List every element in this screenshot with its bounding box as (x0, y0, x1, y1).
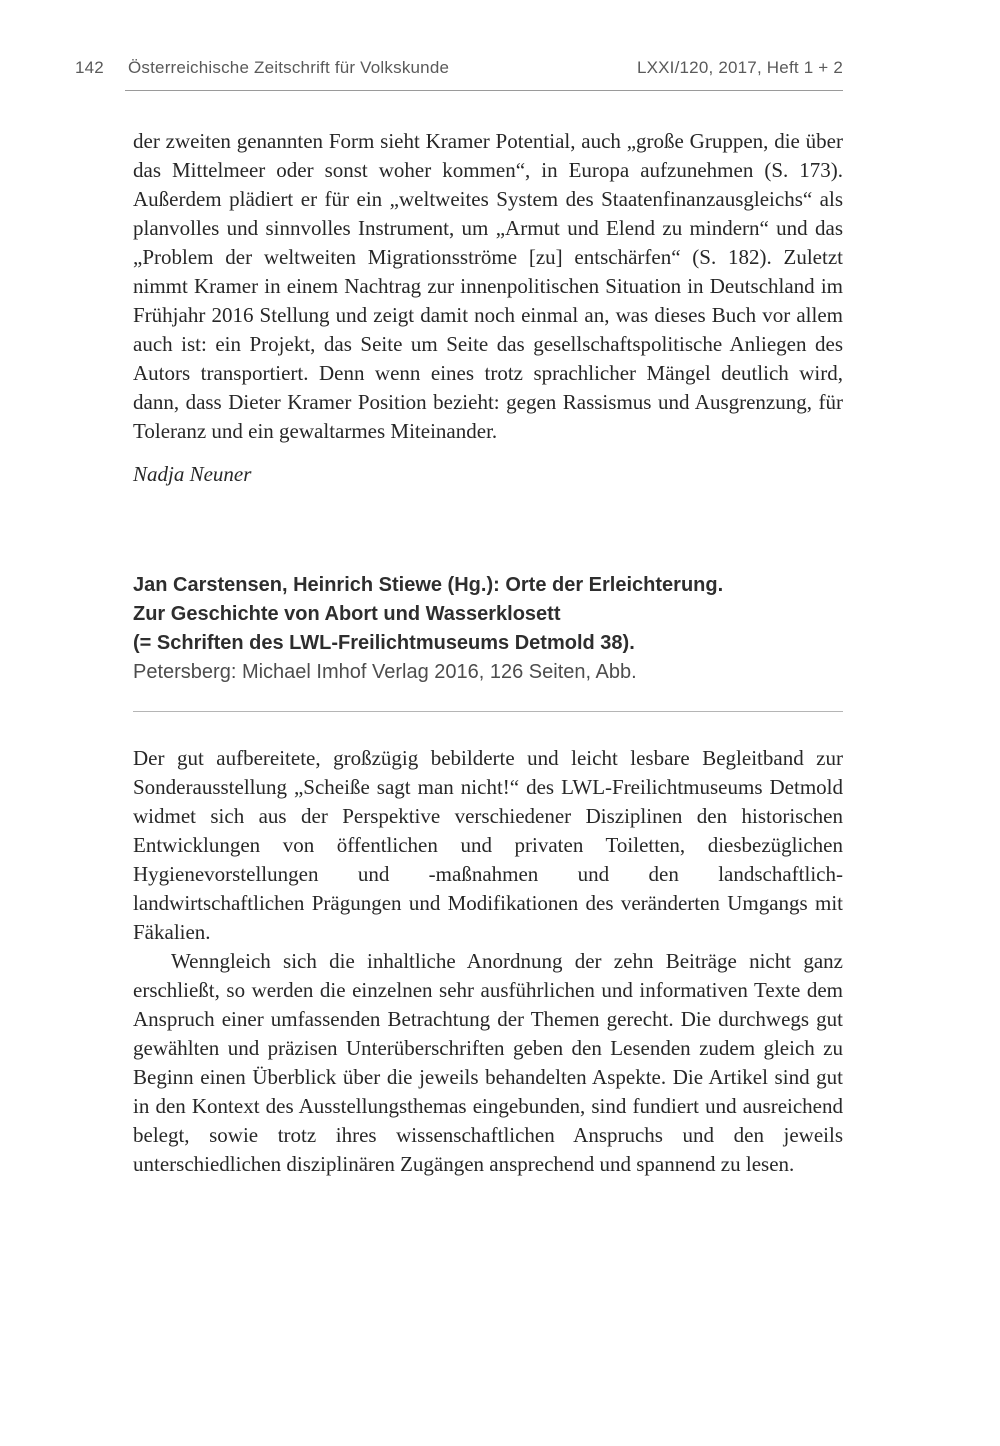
reviewer-signature: Nadja Neuner (133, 462, 252, 486)
review-paragraph-1: Der gut aufbereitete, großzügig bebilderte und leicht lesbare Begleitband zur Sonderausstellung „Scheiße sagt man nicht!“ des LWL-Freilichtmuseums Detmold widmet sich aus der Perspektive verschiedener Disziplinen den historischen Entwicklungen von öffentlichen und privaten Toiletten, diesbezüglichen Hygienevorstellungen und -maßnahmen und den landschaftlich-landwirtschaftlichen Prägungen und Modifikationen des veränderten Umgangs mit Fäkalien. (133, 746, 843, 944)
header-divider (125, 90, 843, 91)
page-number: 142 (75, 58, 104, 77)
book-title-line-1: Jan Carstensen, Heinrich Stiewe (Hg.): Orte der Erleichterung. (133, 574, 724, 596)
new-review (133, 571, 843, 1179)
previous-review-end (133, 127, 843, 489)
running-header (0, 0, 1000, 78)
review-closing-paragraph: der zweiten genannten Form sieht Kramer Potential, auch „große Gruppen, die über das Mittelmeer oder sonst woher kommen“, in Europa aufzunehmen (S. 173). Außerdem plädiert er für ein „weltweites System des Staatenfinanzausgleichs“ als planvolles und sinnvolles Instrument, um „Armut und Elend zu mindern“ und das „Problem der weltweiten Migrationsströme [zu] entschärfen“ (S. 182). Zuletzt nimmt Kramer in einem Nachtrag zur innenpolitischen Situation in Deutschland im Frühjahr 2016 Stellung und zeigt damit noch einmal an, was dieses Buch vor allem auch ist: ein Projekt, das Seite um Seite das gesellschaftspolitische Anliegen des Autors transportiert. Denn wenn eines trotz sprachlicher Mängel deutlich wird, dann, dass Dieter Kramer Position bezieht: gegen Rassismus und Ausgrenzung, für Toleranz und ein gewaltarmes Miteinander. (133, 129, 843, 443)
heading-divider (133, 711, 843, 712)
review-body (133, 744, 843, 1179)
journal-title: Österreichische Zeitschrift für Volkskunde (128, 58, 450, 77)
book-title-line-2: Zur Geschichte von Abort und Wasserklosett (133, 603, 561, 625)
review-paragraph-2: Wenngleich sich die inhaltliche Anordnung der zehn Beiträge nicht ganz erschließt, so werden die einzelnen sehr ausführlichen und informativen Texte dem Anspruch einer umfassenden Betrachtung der Themen gerecht. Die durchwegs gut gewählten und präzisen Unterüberschriften geben den Lesenden zudem gleich zu Beginn einen Überblick über die jeweils behandelten Aspekte. Die Artikel sind gut in den Kontext des Ausstellungsthemas eingebunden, sind fundiert und ausreichend belegt, sowie trotz ihres wissenschaftlichen Anspruchs und den jeweils unterschiedlichen disziplinären Zugängen ansprechend und spannend zu lesen. (133, 949, 843, 1176)
page-body (133, 127, 843, 1179)
book-publication-line: Petersberg: Michael Imhof Verlag 2016, 126 Seiten, Abb. (133, 661, 637, 683)
issue-info: LXXI/120, 2017, Heft 1 + 2 (636, 58, 843, 77)
book-title-line-3: (= Schriften des LWL-Freilichtmuseums Detmold 38). (133, 632, 635, 654)
book-heading (133, 571, 843, 687)
